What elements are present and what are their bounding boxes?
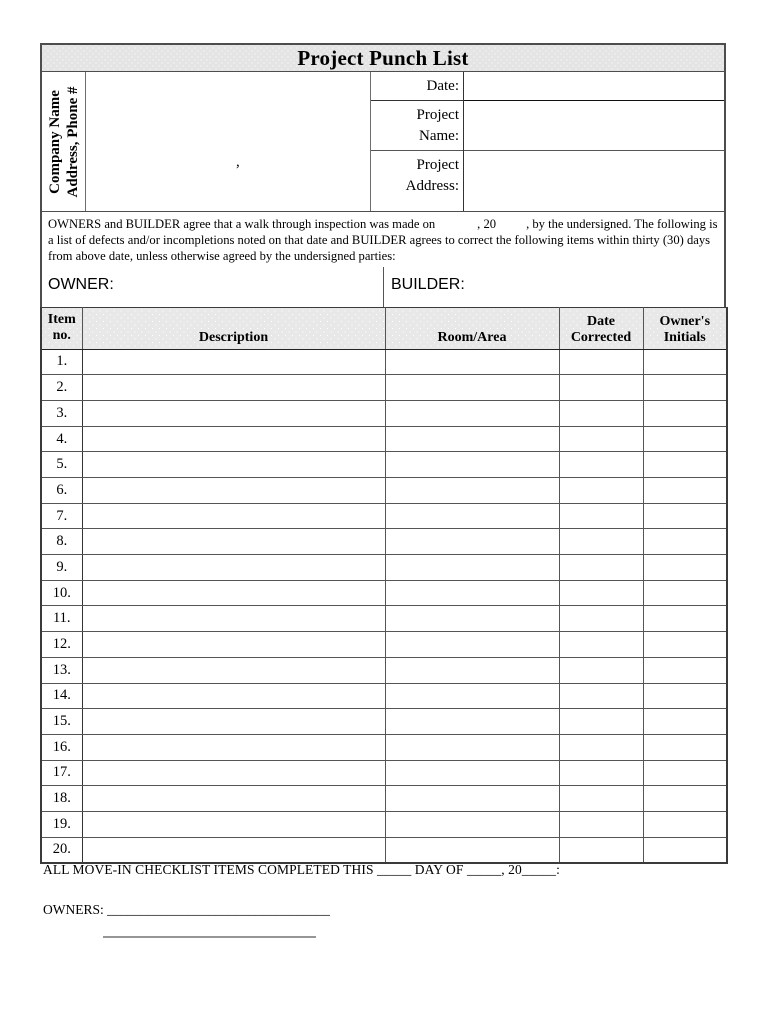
company-vertical-label [46,86,82,197]
table-row [41,734,727,760]
agreement-text-part3: , by the undersigned. The following is a list of defects and/or incompletions noted on that date and BUILDER agrees to correct the following items within thirty (30) days from above date, unless otherwise agreed by the undersigned parties: [48,217,718,264]
table-row [41,683,727,709]
row-number-cell: 17. [41,760,82,786]
cell-description[interactable] [82,400,385,426]
row-number-cell: 14. [41,683,82,709]
cell-room[interactable] [385,760,559,786]
cell-date[interactable] [559,375,643,401]
cell-date[interactable] [559,837,643,863]
cell-description[interactable] [82,349,385,375]
cell-initials[interactable] [643,400,727,426]
header-info-grid [40,72,726,212]
agreement-text-part1: OWNERS and BUILDER agree that a walk through inspection was made on [48,217,436,231]
cell-description[interactable] [82,683,385,709]
cell-initials[interactable] [643,811,727,837]
cell-description[interactable] [82,709,385,735]
cell-date[interactable] [559,734,643,760]
cell-description[interactable] [82,503,385,529]
company-separator-comma: , [236,154,240,170]
cell-date[interactable] [559,349,643,375]
cell-date[interactable] [559,606,643,632]
cell-initials[interactable] [643,478,727,504]
cell-room[interactable] [385,632,559,658]
cell-description[interactable] [82,555,385,581]
header-value-column [464,72,724,211]
table-row [41,709,727,735]
cell-date[interactable] [559,683,643,709]
company-info-field[interactable] [86,72,371,211]
builder-label: BUILDER: [391,275,465,293]
punch-list-table [40,307,728,864]
cell-room[interactable] [385,349,559,375]
punch-list-form [40,43,726,864]
cell-description[interactable] [82,760,385,786]
move-in-completion-text: ALL MOVE-IN CHECKLIST ITEMS COMPLETED THIS _____ DAY OF _____, 20_____: [43,862,560,877]
cell-description[interactable] [82,426,385,452]
cell-date[interactable] [559,786,643,812]
project-address-label: Project Address: [405,157,459,194]
column-header-description: Description [82,307,385,349]
cell-description[interactable] [82,837,385,863]
cell-initials[interactable] [643,580,727,606]
cell-description[interactable] [82,452,385,478]
cell-room[interactable] [385,503,559,529]
cell-date[interactable] [559,555,643,581]
row-number-cell: 13. [41,657,82,683]
company-vertical-label-cell [42,72,86,211]
table-row [41,375,727,401]
cell-initials[interactable] [643,632,727,658]
project-name-value-field[interactable] [464,101,724,151]
cell-initials[interactable] [643,349,727,375]
cell-description[interactable] [82,580,385,606]
cell-initials[interactable] [643,657,727,683]
cell-initials[interactable] [643,734,727,760]
row-number-cell: 16. [41,734,82,760]
cell-initials[interactable] [643,760,727,786]
punch-list-body [41,349,727,863]
company-label-line1: Company Name [46,89,63,194]
cell-room[interactable] [385,837,559,863]
table-row [41,478,727,504]
column-header-date-corrected: Date Corrected [559,307,643,349]
cell-description[interactable] [82,734,385,760]
company-label-line2: Address, Phone # [64,86,81,197]
cell-initials[interactable] [643,452,727,478]
cell-date[interactable] [559,760,643,786]
cell-room[interactable] [385,786,559,812]
row-number-cell: 18. [41,786,82,812]
project-name-label: Project Name: [371,101,463,151]
cell-initials[interactable] [643,709,727,735]
cell-description[interactable] [82,786,385,812]
cell-room[interactable] [385,580,559,606]
row-number-cell: 7. [41,503,82,529]
cell-initials[interactable] [643,503,727,529]
table-row [41,580,727,606]
table-row [41,426,727,452]
cell-room[interactable] [385,375,559,401]
table-row [41,657,727,683]
table-row [41,503,727,529]
cell-room[interactable] [385,400,559,426]
cell-date[interactable] [559,452,643,478]
cell-initials[interactable] [643,555,727,581]
row-number-cell: 20. [41,837,82,863]
cell-room[interactable] [385,734,559,760]
row-number-cell: 10. [41,580,82,606]
cell-room[interactable] [385,452,559,478]
column-header-item-no: Item no. [41,307,82,349]
cell-description[interactable] [82,632,385,658]
row-number-cell: 19. [41,811,82,837]
row-number-cell: 15. [41,709,82,735]
table-row [41,632,727,658]
punch-list-header-row [41,307,727,349]
table-row [41,452,727,478]
project-address-value-field[interactable] [464,151,724,211]
secondary-signature-rule[interactable] [103,936,316,938]
table-row [41,400,727,426]
row-number-cell: 3. [41,400,82,426]
cell-room[interactable] [385,555,559,581]
cell-room[interactable] [385,426,559,452]
owner-label: OWNER: [48,275,114,293]
cell-date[interactable] [559,426,643,452]
cell-initials[interactable] [643,837,727,863]
cell-room[interactable] [385,657,559,683]
row-number-cell: 5. [41,452,82,478]
table-row [41,606,727,632]
column-header-room-area: Room/Area [385,307,559,349]
cell-room[interactable] [385,529,559,555]
owners-signature-line[interactable]: OWNERS: _________________________________ [43,902,330,917]
cell-description[interactable] [82,478,385,504]
table-row [41,760,727,786]
cell-room[interactable] [385,478,559,504]
date-value-field[interactable] [464,72,724,101]
cell-date[interactable] [559,478,643,504]
cell-description[interactable] [82,811,385,837]
cell-date[interactable] [559,632,643,658]
cell-room[interactable] [385,683,559,709]
table-row [41,555,727,581]
cell-room[interactable] [385,606,559,632]
form-title-bar [40,43,726,72]
cell-initials[interactable] [643,529,727,555]
owner-builder-band [40,267,726,307]
cell-date[interactable] [559,503,643,529]
cell-room[interactable] [385,709,559,735]
cell-date[interactable] [559,400,643,426]
owner-builder-divider [383,267,384,307]
cell-initials[interactable] [643,375,727,401]
page-title: Project Punch List [297,45,469,70]
table-row [41,786,727,812]
table-row [41,529,727,555]
cell-initials[interactable] [643,683,727,709]
column-header-owners-initials: Owner's Initials [643,307,727,349]
date-label: Date: [371,72,463,101]
table-row [41,349,727,375]
row-number-cell: 4. [41,426,82,452]
form-footer [40,862,730,918]
agreement-paragraph [40,212,726,267]
cell-room[interactable] [385,811,559,837]
table-row [41,811,727,837]
cell-description[interactable] [82,375,385,401]
cell-date[interactable] [559,709,643,735]
row-number-cell: 8. [41,529,82,555]
cell-description[interactable] [82,529,385,555]
row-number-cell: 2. [41,375,82,401]
row-number-cell: 6. [41,478,82,504]
cell-date[interactable] [559,580,643,606]
cell-initials[interactable] [643,426,727,452]
cell-description[interactable] [82,657,385,683]
row-number-cell: 12. [41,632,82,658]
cell-description[interactable] [82,606,385,632]
agreement-text-part2: , 20 [477,217,497,231]
row-number-cell: 11. [41,606,82,632]
table-row [41,837,727,863]
cell-date[interactable] [559,811,643,837]
cell-initials[interactable] [643,606,727,632]
cell-date[interactable] [559,657,643,683]
row-number-cell: 1. [41,349,82,375]
cell-initials[interactable] [643,786,727,812]
header-label-column [371,72,464,211]
cell-date[interactable] [559,529,643,555]
row-number-cell: 9. [41,555,82,581]
